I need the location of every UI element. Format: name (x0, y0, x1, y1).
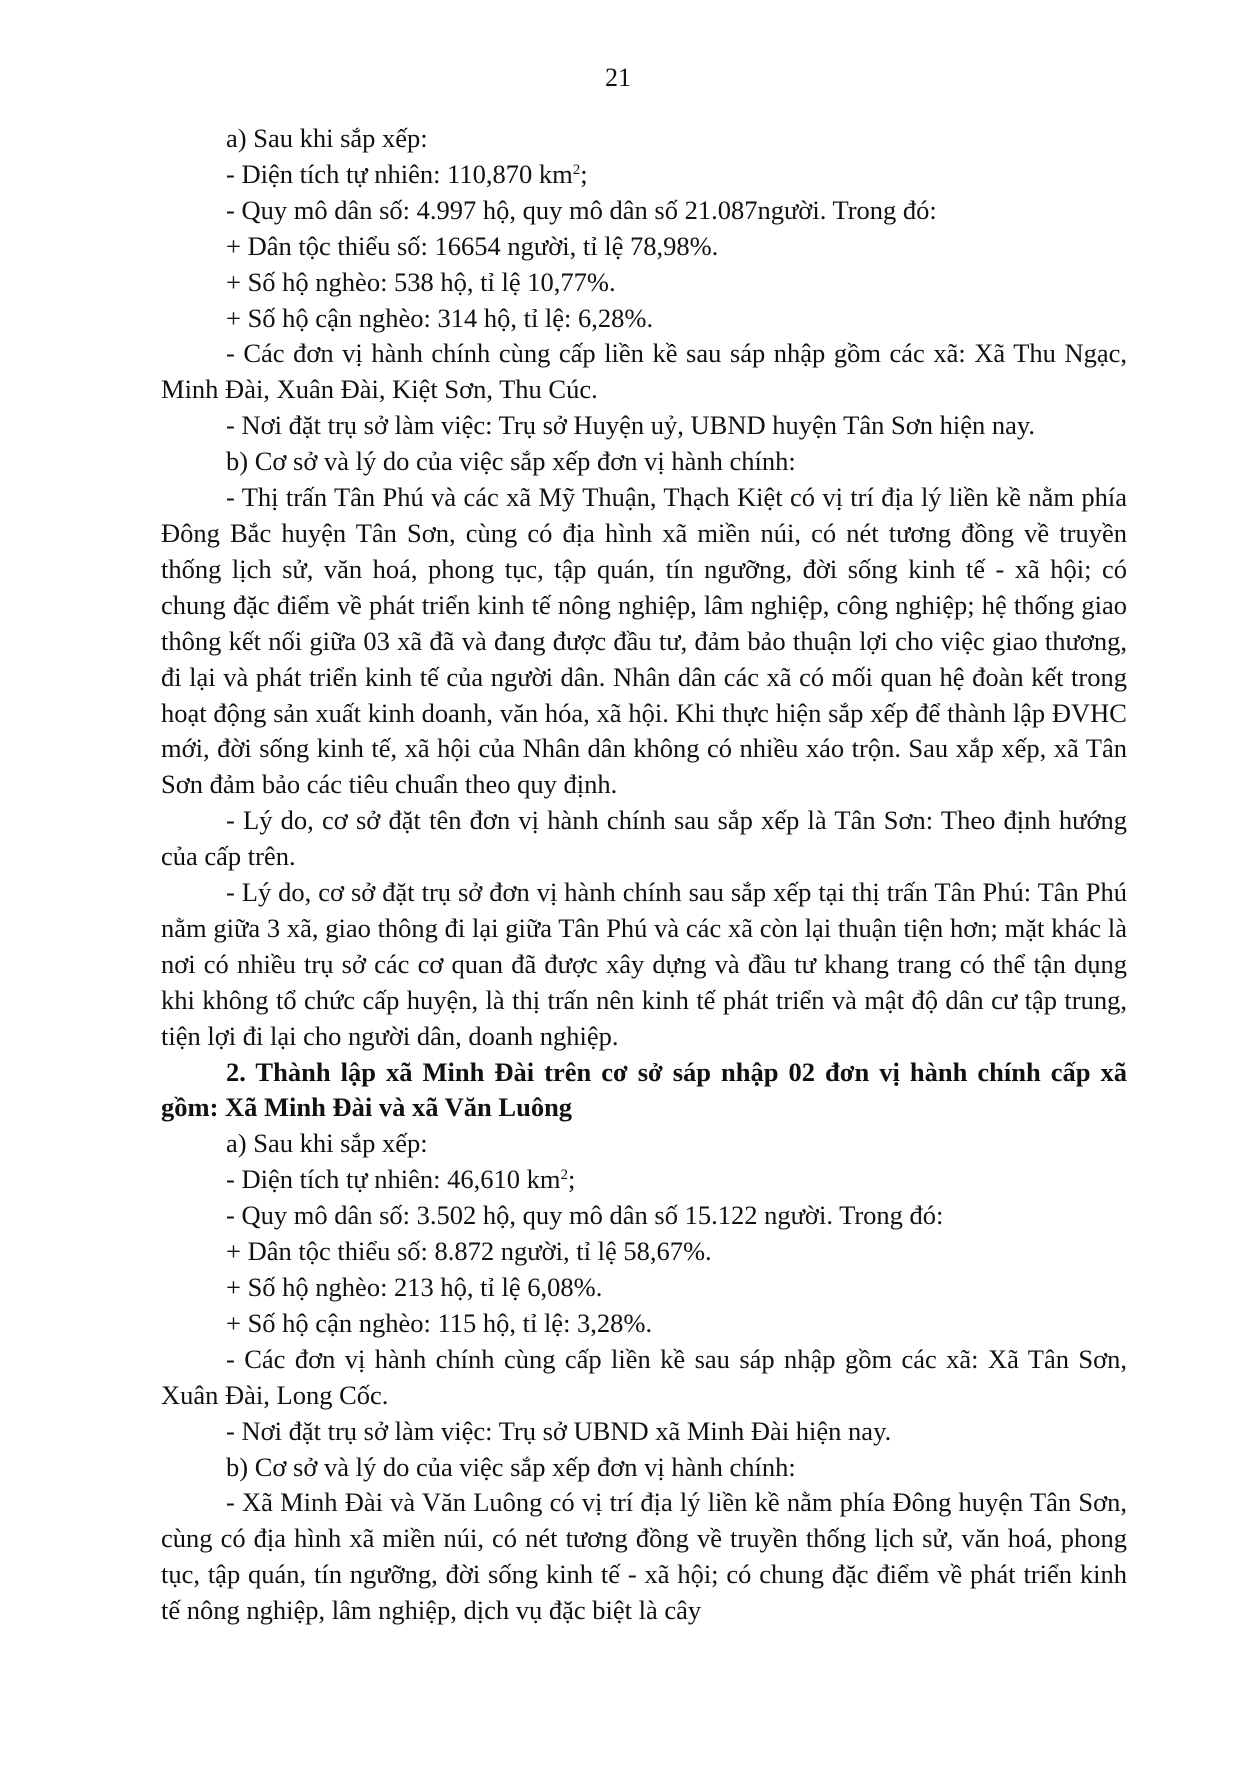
document-body (161, 121, 1127, 1629)
s1-b-para-2: - Lý do, cơ sở đặt tên đơn vị hành chính sau sắp xếp là Tân Sơn: Theo định hướng của cấp trên. (161, 805, 1127, 872)
s1-population: - Quy mô dân số: 4.997 hộ, quy mô dân số 21.087người. Trong đó: (226, 194, 937, 225)
s1-area (161, 157, 1127, 193)
s2-area-text: - Diện tích tự nhiên: 46,610 km (226, 1164, 561, 1195)
page-number: 21 (605, 63, 631, 92)
s1-b-title: b) Cơ sở và lý do của việc sắp xếp đơn vị hành chính: (226, 446, 796, 477)
s1-near-poor: + Số hộ cận nghèo: 314 hộ, tỉ lệ: 6,28%. (226, 302, 654, 333)
s2-a-title: a) Sau khi sắp xếp: (226, 1128, 428, 1159)
s1-office: - Nơi đặt trụ sở làm việc: Trụ sở Huyện uỷ, UBND huyện Tân Sơn hiện nay. (226, 410, 1036, 441)
s2-poor: + Số hộ nghèo: 213 hộ, tỉ lệ 6,08%. (226, 1272, 603, 1302)
s1-adjacent: - Các đơn vị hành chính cùng cấp liền kề sau sáp nhập gồm các xã: Xã Thu Ngạc, Minh Đài, Xuân Đài, Kiệt Sơn, Thu Cúc. (161, 338, 1127, 405)
s2-b-para-1: - Xã Minh Đài và Văn Luông có vị trí địa lý liền kề nằm phía Đông huyện Tân Sơn, cùng có địa hình xã miền núi, có nét tương đồng về truyền thống lịch sử, văn hoá, phong tục, tập quán, tín ngưỡng, đời sống kinh tế - xã hội; có chung đặc điểm về phát triển kinh tế nông nghiệp, lâm nghiệp, dịch vụ đặc biệt là cây (161, 1487, 1127, 1626)
s2-near-poor: + Số hộ cận nghèo: 115 hộ, tỉ lệ: 3,28%. (226, 1307, 653, 1338)
s1-area-end: ; (580, 158, 588, 189)
s2-heading: 2. Thành lập xã Minh Đài trên cơ sở sáp nhập 02 đơn vị hành chính cấp xã gồm: Xã Minh Đài và xã Văn Luông (161, 1056, 1127, 1123)
s2-area-end: ; (568, 1164, 576, 1195)
s2-office: - Nơi đặt trụ sở làm việc: Trụ sở UBND xã Minh Đài hiện nay. (226, 1415, 892, 1446)
s2-population: - Quy mô dân số: 3.502 hộ, quy mô dân số 15.122 người. Trong đó: (226, 1200, 944, 1231)
s1-ethnic: + Dân tộc thiểu số: 16654 người, tỉ lệ 78,98%. (226, 230, 719, 261)
s1-area-text: - Diện tích tự nhiên: 110,870 km (226, 158, 573, 189)
s2-b-title: b) Cơ sở và lý do của việc sắp xếp đơn vị hành chính: (226, 1451, 796, 1482)
s1-b-para-1: - Thị trấn Tân Phú và các xã Mỹ Thuận, Thạch Kiệt có vị trí địa lý liền kề nằm phía Đông Bắc huyện Tân Sơn, cùng có địa hình xã miền núi, có nét tương đồng về truyền thống lịch sử, văn hoá, phong tục, tập quán, tín ngưỡng, đời sống kinh tế - xã hội; có chung đặc điểm về phát triển kinh tế nông nghiệp, lâm nghiệp, công nghiệp; hệ thống giao thông kết nối giữa 03 xã đã và đang được đầu tư, đảm bảo thuận lợi cho việc giao thương, đi lại và phát triển kinh tế của người dân. Nhân dân các xã có mối quan hệ đoàn kết trong hoạt động sản xuất kinh doanh, văn hóa, xã hội. Khi thực hiện sắp xếp để thành lập ĐVHC mới, đời sống kinh tế, xã hội của Nhân dân không có nhiều xáo trộn. Sau xắp xếp, xã Tân Sơn đảm bảo các tiêu chuẩn theo quy định. (161, 482, 1127, 800)
s2-area-sup: 2 (560, 1167, 569, 1184)
s1-poor: + Số hộ nghèo: 538 hộ, tỉ lệ 10,77%. (226, 266, 616, 297)
s2-adjacent: - Các đơn vị hành chính cùng cấp liền kề sau sáp nhập gồm các xã: Xã Tân Sơn, Xuân Đài, Long Cốc. (161, 1343, 1127, 1410)
s2-area (161, 1162, 1127, 1198)
s1-b-para-3: - Lý do, cơ sở đặt trụ sở đơn vị hành chính sau sắp xếp tại thị trấn Tân Phú: Tân Phú nằm giữa 3 xã, giao thông đi lại giữa Tân Phú và các xã còn lại thuận tiện hơn; mặt khác là nơi có nhiều trụ sở các cơ quan đã được xây dựng và đầu tư khang trang có thể tận dụng khi không tổ chức cấp huyện, là thị trấn nên kinh tế phát triển và mật độ dân cư tập trung, tiện lợi đi lại cho người dân, doanh nghiệp. (161, 877, 1127, 1051)
s1-a-title: a) Sau khi sắp xếp: (226, 123, 428, 153)
s1-area-sup: 2 (572, 161, 581, 178)
s2-ethnic: + Dân tộc thiểu số: 8.872 người, tỉ lệ 58,67%. (226, 1236, 712, 1267)
